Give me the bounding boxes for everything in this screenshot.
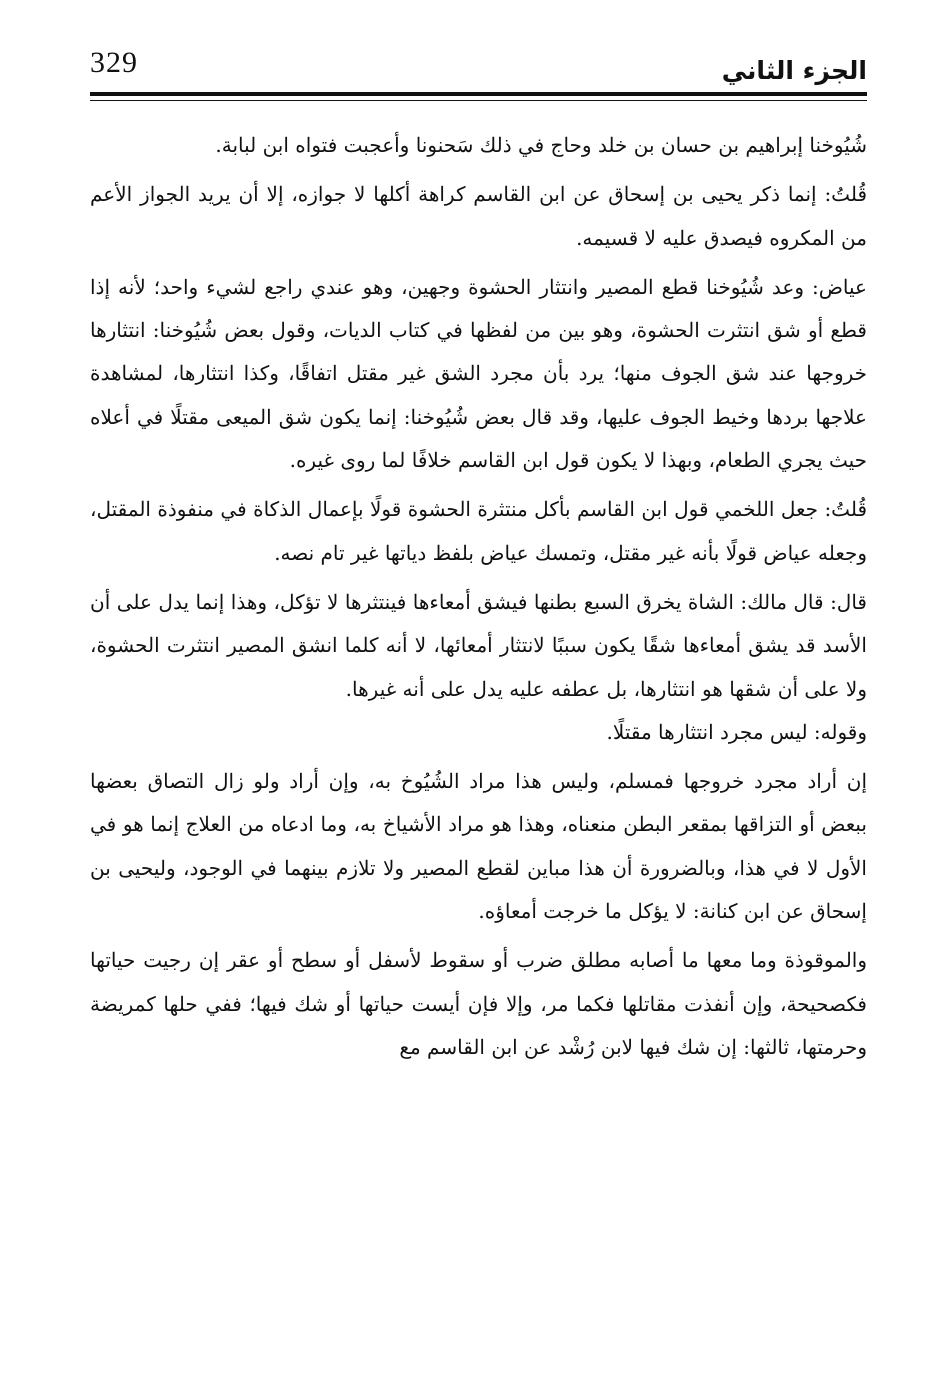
- page-number: 329: [90, 46, 138, 79]
- running-title: الجزء الثاني: [721, 56, 867, 85]
- page-header: [90, 40, 867, 92]
- paragraph: والموقوذة وما معها ما أصابه مطلق ضرب أو سقوط لأسفل أو سطح أو عقر إن رجيت حياتها فكصحيحة، وإن أنفذت مقاتلها فكما مر، وإلا فإن أيست حياتها أو شك فيها؛ ففي حلها كمريضة وحرمتها، ثالثها: إن شك فيها لابن رُشْد عن ابن القاسم مع: [90, 948, 867, 1059]
- document-page: [90, 40, 867, 1370]
- paragraph: وقوله: ليس مجرد انتثارها مقتلًا.: [606, 719, 867, 744]
- paragraph: قال: قال مالك: الشاة يخرق السبع بطنها فيشق أمعاءها فينتثرها لا تؤكل، وهذا إنما يدل على أن الأسد قد يشق أمعاءها شقًا يكون سببًا لانتثار أمعائها، لا أنه كلما انشق المصير انتثرت الحشوة، ولا على أن شقها هو انتثارها، بل عطفه عليه يدل على أنه غيرها.: [90, 589, 867, 701]
- header-rule-thick: [90, 92, 867, 96]
- paragraph: عياض: وعد شُيُوخنا قطع المصير وانتثار الحشوة وجهين، وهو عندي راجع لشيء واحد؛ لأنه إذا قطع أو شق انتثرت الحشوة، وهو بين من لفظها في كتاب الديات، وقول بعض شُيُوخنا: انتثارها خروجها عند شق الجوف منها؛ يرد بأن مجرد الشق غير مقتل اتفاقًا، وكذا انتثارها، لمشاهدة علاجها بردها وخيط الجوف عليها، وقد قال بعض شُيُوخنا: إنما يكون شق الميعى مقتلًا في أعلاه حيث يجري الطعام، وبهذا لا يكون قول ابن القاسم خلافًا لما روى غيره.: [90, 274, 867, 473]
- body-text: [90, 124, 867, 1069]
- header-rule-thin: [90, 100, 867, 101]
- paragraph: قُلتُ: إنما ذكر يحيى بن إسحاق عن ابن القاسم كراهة أكلها لا جوازه، إلا أن يريد الجواز الأعم من المكروه فيصدق عليه لا قسيمه.: [90, 182, 867, 250]
- paragraph: شُيُوخنا إبراهيم بن حسان بن خلد وحاج في ذلك سَحنونا وأعجبت فتواه ابن لبابة.: [215, 133, 867, 157]
- paragraph: إن أراد مجرد خروجها فمسلم، وليس هذا مراد الشُيُوخ به، وإن أراد ولو زال التصاق بعضها ببعض أو التزاقها بمقعر البطن منعناه، وهذا هو مراد الأشياخ به، وما ادعاه من العلاج إنما هو في الأول لا في هذا، وبالضرورة أن هذا مباين لقطع المصير ولا تلازم بينهما في الوجود، وليحيى بن إسحاق عن ابن كنانة: لا يؤكل ما خرجت أمعاؤه.: [90, 769, 867, 924]
- paragraph: قُلتُ: جعل اللخمي قول ابن القاسم بأكل منتثرة الحشوة قولًا بإعمال الذكاة في منفوذة المقتل، وجعله عياض قولًا بأنه غير مقتل، وتمسك عياض بلفظ دياتها غير تام نصه.: [90, 497, 867, 565]
